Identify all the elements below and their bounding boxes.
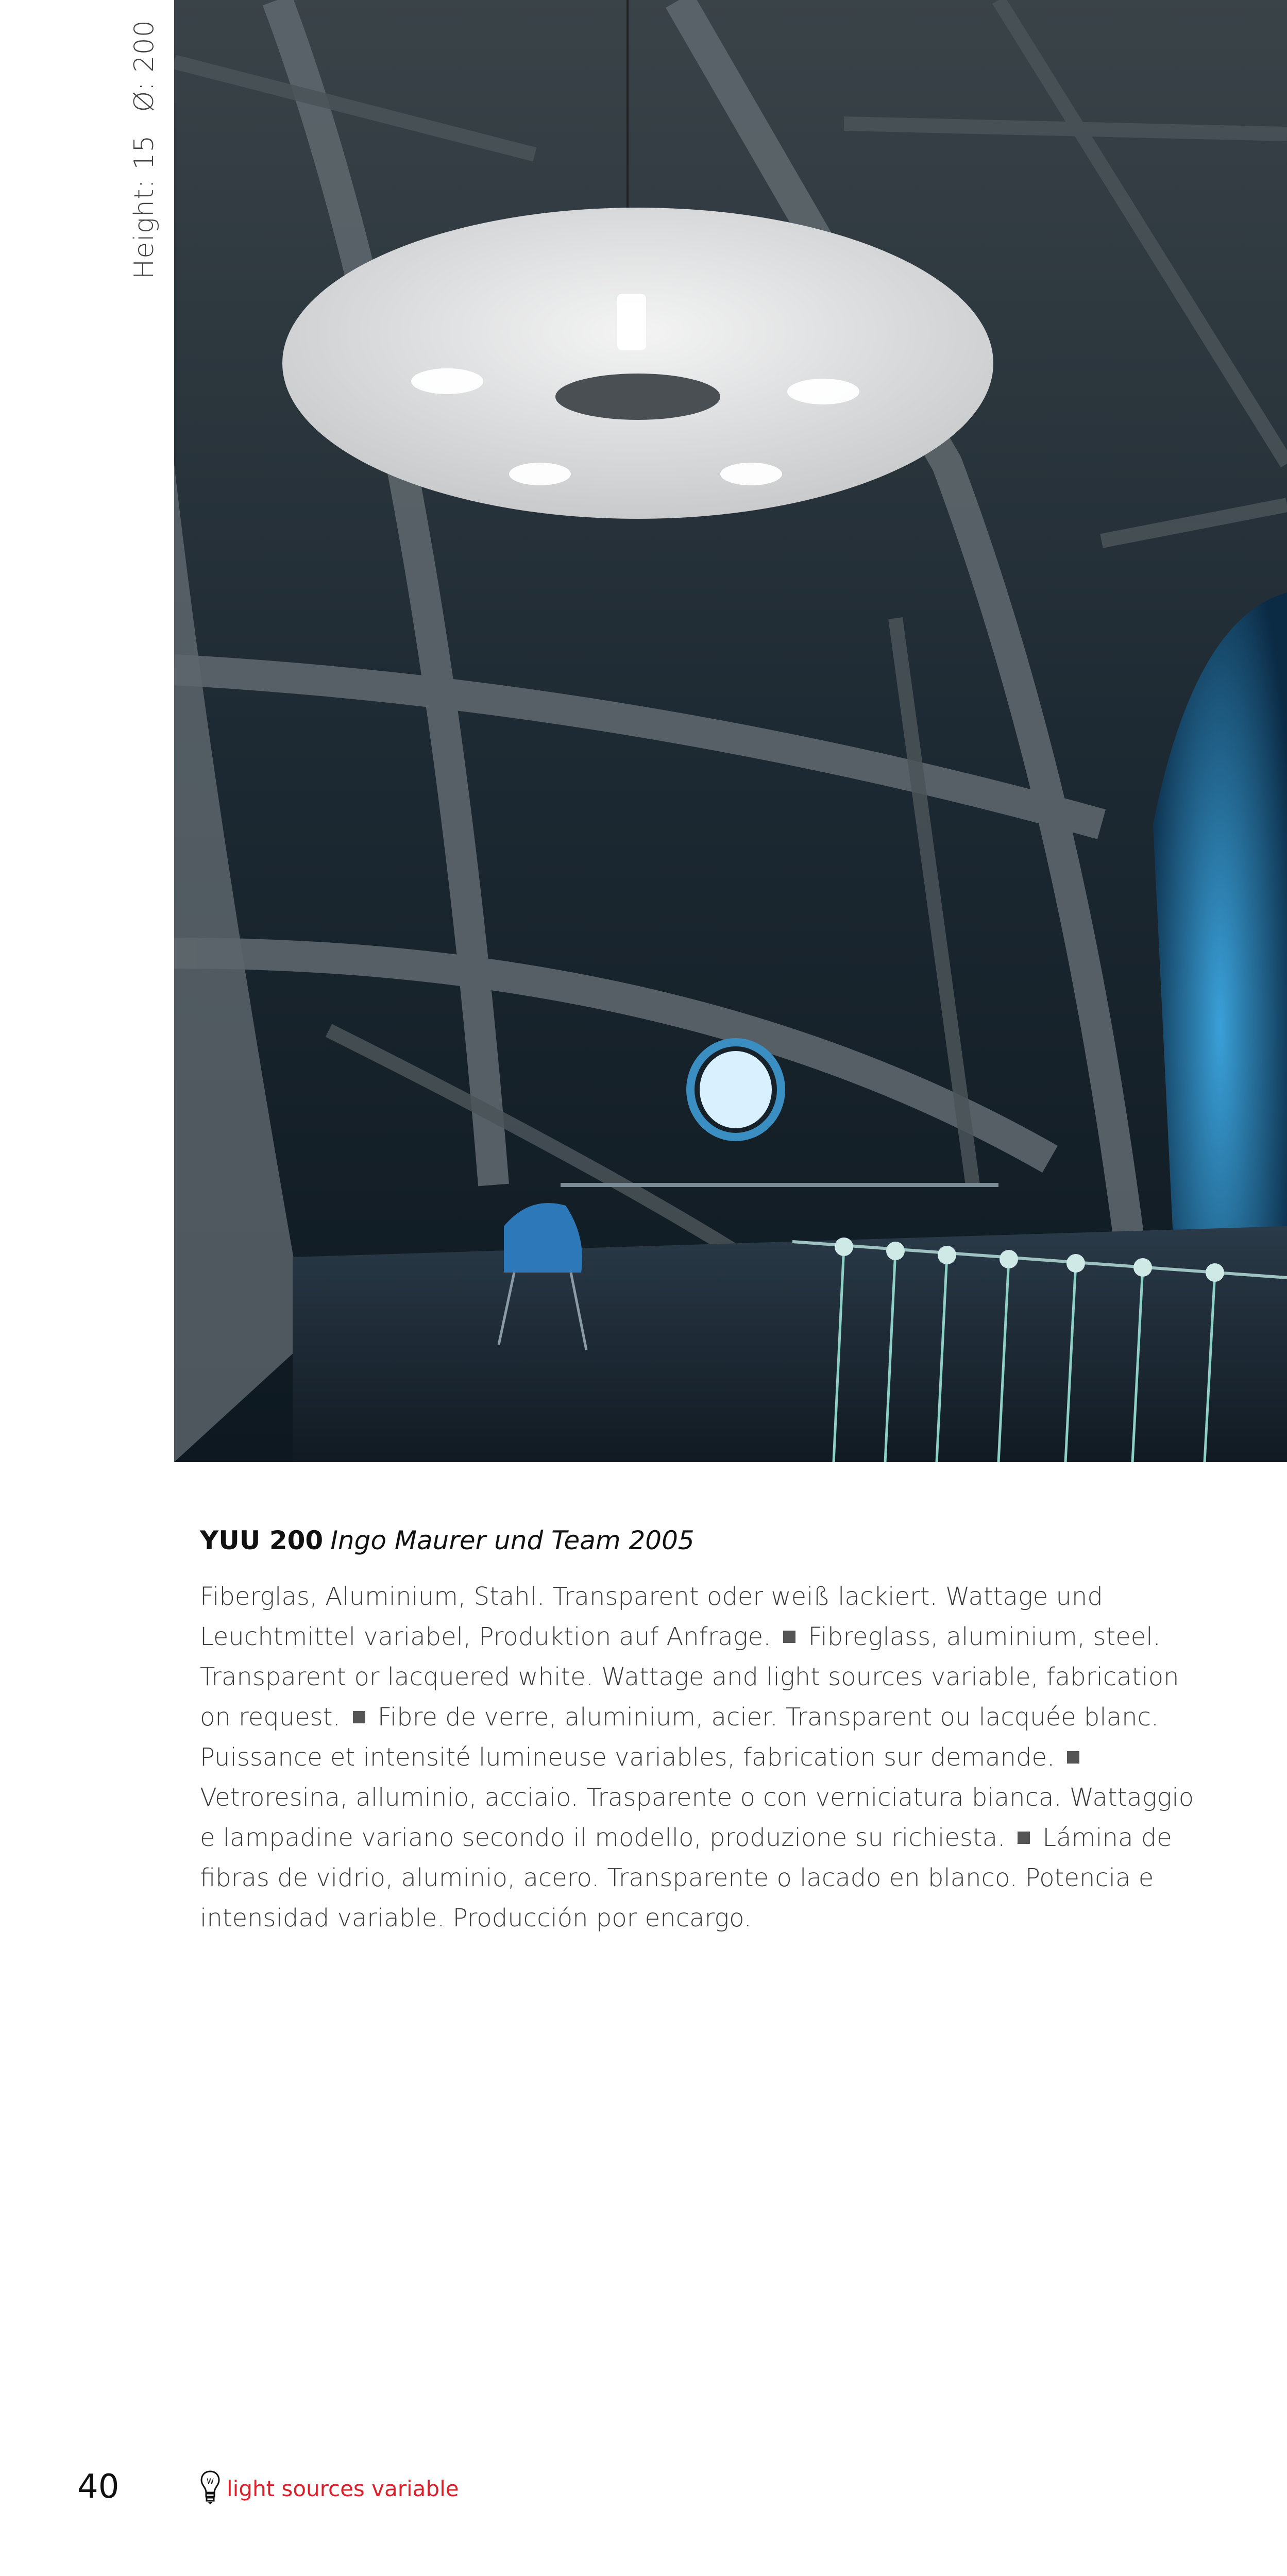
separator-square-icon <box>1018 1832 1030 1844</box>
description-es: Lámina de fibras de vidrio, aluminio, acero. Transparente o lacado en blanco. Potencia e intensidad variable. Producción por encargo. <box>200 1823 1172 1933</box>
dimensions <box>124 20 165 279</box>
svg-text:W: W <box>207 2478 214 2486</box>
product-title <box>200 1525 1194 1556</box>
description-de: Fiberglas, Aluminium, Stahl. Transparent oder weiß lackiert. Wattage und Leuchtmittel variabel, Produktion auf Anfrage. <box>200 1582 1103 1651</box>
description-en: Fibreglass, aluminium, steel. Transparent or lacquered white. Wattage and light sources variable, fabrication on request. <box>200 1622 1179 1732</box>
product-text <box>200 1525 1194 1938</box>
product-photo <box>174 0 1287 1462</box>
product-designer: Ingo Maurer und Team 2005 <box>330 1526 695 1555</box>
separator-square-icon <box>783 1631 795 1643</box>
separator-square-icon <box>353 1711 365 1723</box>
description-it: Vetroresina, alluminio, acciaio. Trasparente o con verniciatura bianca. Wattaggio e lampadine variano secondo il modello, produzione su richiesta. <box>200 1783 1194 1852</box>
product-description <box>200 1577 1194 1938</box>
light-sources-label: light sources variable <box>227 2476 459 2501</box>
description-fr: Fibre de verre, aluminium, acier. Transparent ou lacquée blanc. Puissance et intensité lumineuse variables, fabrication sur demande. <box>200 1703 1159 1772</box>
page-number: 40 <box>77 2468 120 2506</box>
product-name: YUU 200 <box>200 1526 324 1555</box>
photo-ceiling-lamp <box>174 0 1287 1462</box>
light-bulb-icon <box>200 2470 221 2506</box>
diameter-dimension: Ø: 200 <box>129 20 160 112</box>
height-dimension: Height: 15 <box>129 134 160 279</box>
separator-square-icon <box>1067 1751 1079 1764</box>
page-footer <box>77 2463 799 2509</box>
